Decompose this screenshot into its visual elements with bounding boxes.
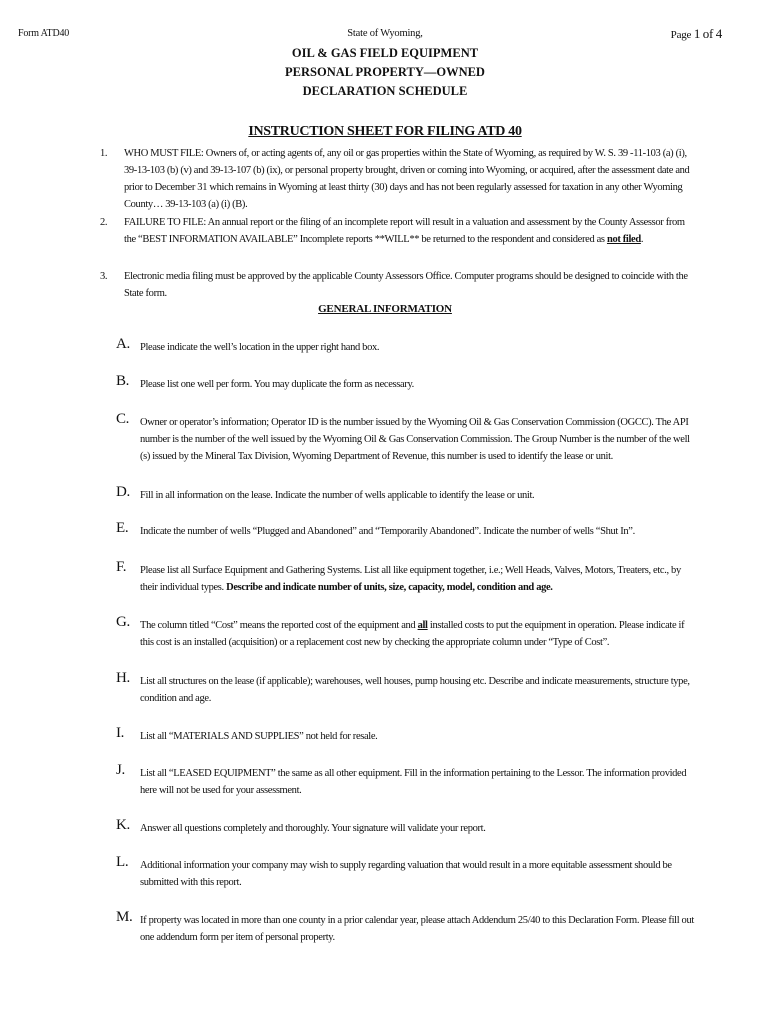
item-text: List all “LEASED EQUIPMENT” the same as all other equipment. Fill in the information pertaining to the Lessor. The information provided here will not be used for your assessment. (140, 768, 687, 796)
item-text: Additional information your company may wish to supply regarding valuation that would result in a more equitable assessment should be submitted with this report. (140, 860, 672, 888)
instruction-sheet-title: INSTRUCTION SHEET FOR FILING ATD 40 (248, 124, 522, 139)
item-text: WHO MUST FILE: Owners of, or acting agents of, any oil or gas properties within the State of Wyoming, as required by W. S. 39 -11-103 (a) (i), 39-13-103 (b) (v) and 39-13-107 (b) (ix), or personal property brought, driven or coming into Wyoming, or acquired, after the assessment date and prior to December 31 which remains in Wyoming at least thirty (30) days and has not been regularly assessed for taxation in any other Wyoming County… 39-13-103 (a) (i) (B). (124, 148, 690, 210)
item-letter: F. (116, 559, 127, 575)
item-letter: A. (116, 336, 130, 352)
page-label: Page (670, 29, 692, 41)
title-line-1: OIL & GAS FIELD EQUIPMENT (291, 46, 479, 60)
item-letter: L. (116, 854, 129, 870)
all-emphasis: all (417, 620, 428, 631)
item-text: Please list one well per form. You may duplicate the form as necessary. (140, 379, 414, 390)
item-text-main: The column titled “Cost” means the reported cost of the equipment and (140, 620, 416, 631)
page-number (671, 26, 722, 42)
info-item-m (116, 909, 696, 946)
item-text-main: FAILURE TO FILE: An annual report or the filing of an incomplete report will result in a valuation and assessment by the County Assessor from the “BEST INFORMATION AVAILABLE” Incomplete reports **WILL** be returned to the respondent and considered as (124, 217, 685, 245)
info-item-j (116, 762, 696, 799)
info-item-e (116, 520, 696, 540)
item-text-end: . (640, 234, 644, 245)
title-line-2: PERSONAL PROPERTY—OWNED (285, 65, 485, 79)
item-letter: H. (116, 670, 130, 686)
state-name: State of Wyoming, (347, 28, 423, 39)
item-letter: I. (116, 725, 125, 741)
item-text: Answer all questions completely and thoroughly. Your signature will validate your report. (140, 823, 486, 834)
item-text-bold: Describe and indicate number of units, size, capacity, model, condition and age. (226, 582, 553, 593)
not-filed-emphasis: not filed (606, 234, 641, 245)
item-letter: M. (116, 909, 133, 925)
general-information-title: GENERAL INFORMATION (318, 303, 452, 315)
item-text: Indicate the number of wells “Plugged and Abandoned” and “Temporarily Abandoned”. Indicate the number of wells “Shut In”. (140, 526, 635, 537)
form-title (0, 44, 770, 101)
item-letter: C. (116, 411, 130, 427)
item-text: List all “MATERIALS AND SUPPLIES” not held for resale. (140, 731, 378, 742)
info-item-g (116, 614, 696, 651)
page-of: of (702, 26, 714, 41)
item-letter: D. (116, 484, 130, 500)
item-text (140, 562, 696, 596)
item-text: Electronic media filing must be approved by the applicable County Assessors Office. Computer programs should be designed to coincide with the State form. (124, 271, 688, 299)
item-text: List all structures on the lease (if applicable); warehouses, well houses, pump housing etc. Describe and indicate measurements, structure type, condition and age. (140, 676, 690, 704)
numbered-item-3 (100, 268, 690, 302)
item-text-main: Please list all Surface Equipment and Gathering Systems. List all like equipment together, i.e.; Well Heads, Valves, Motors, Treaters, etc., by their individual types. (140, 565, 681, 593)
info-item-a (116, 336, 696, 356)
item-text: If property was located in more than one county in a prior calendar year, please attach Addendum 25/40 to this Declaration Form. Please fill out one addendum form per item of personal property. (140, 915, 694, 943)
info-item-h (116, 670, 696, 707)
item-text (124, 214, 690, 248)
info-item-k (116, 817, 696, 837)
title-line-3: DECLARATION SCHEDULE (302, 84, 468, 98)
item-letter: E. (116, 520, 129, 536)
item-text-end: installed costs to put the equipment in operation. Please indicate if this cost is an installed (acquisition) or a replacement cost new by checking the appropriate column under “Type of Cost”. (140, 620, 685, 648)
item-text: Owner or operator’s information; Operator ID is the number issued by the Wyoming Oil & Gas Conservation Commission (OGCC). The API number is the number of the well issued by the Wyoming Oil & Gas Conservation Commission. The Group Number is the number of the well (s) issued by the Mineral Tax Division, Wyoming Department of Revenue, this number is used to identify the lease or unit. (140, 417, 690, 462)
item-letter: G. (116, 614, 130, 630)
item-number: 3. (100, 271, 108, 282)
page-total: 4 (715, 26, 722, 41)
item-text (140, 617, 696, 651)
form-id: Form ATD40 (18, 28, 70, 39)
item-number: 2. (100, 217, 108, 228)
info-item-l (116, 854, 696, 891)
numbered-item-1 (100, 145, 690, 213)
item-letter: B. (116, 373, 130, 389)
info-item-b (116, 373, 696, 393)
item-text: Please indicate the well’s location in the upper right hand box. (140, 342, 380, 353)
info-item-f (116, 559, 696, 596)
item-letter: J. (116, 762, 125, 778)
page-current: 1 (693, 26, 701, 41)
info-item-c (116, 411, 696, 465)
item-text: Fill in all information on the lease. Indicate the number of wells applicable to identify the lease or unit. (140, 490, 535, 501)
item-number: 1. (100, 148, 108, 159)
item-letter: K. (116, 817, 130, 833)
numbered-item-2 (100, 214, 690, 248)
info-item-d (116, 484, 696, 504)
info-item-i (116, 725, 696, 745)
